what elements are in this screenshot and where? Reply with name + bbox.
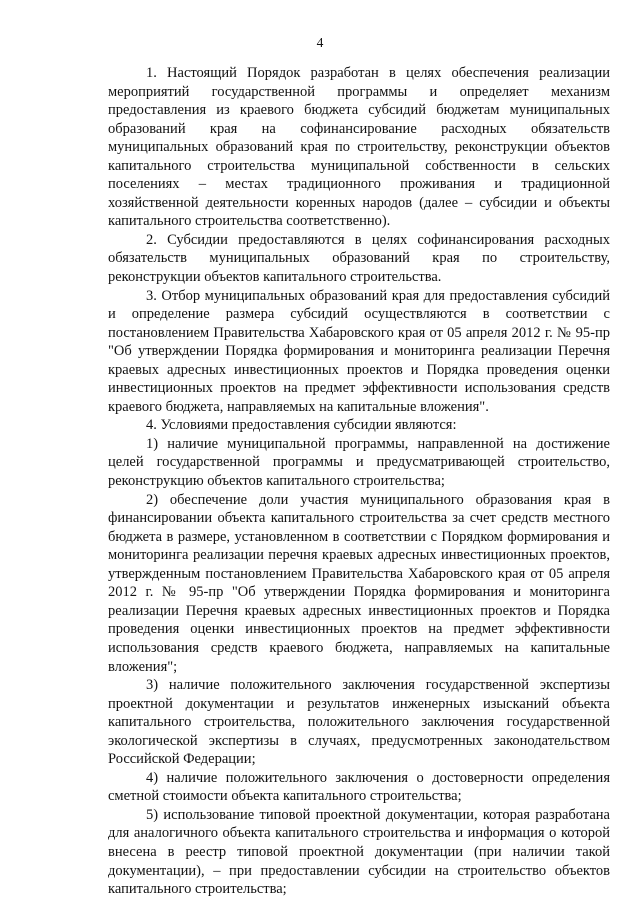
list-item-5: 5) использование типовой проектной документации, которая разработана для аналогичного объекта капитального строительства и информация о которой внесена в реестр типовой проектной документации (при наличии такой документации), – при предоставлении субсидии на строительство объектов капитального строительства; — [108, 806, 610, 898]
list-item-3: 3) наличие положительного заключения государственной экспертизы проектной документации и результатов инженерных изысканий объекта капитального строительства, положительного заключения государственной экологической экспертизы в случаях, предусмотренных законодательством Российской Федерации; — [108, 677, 610, 768]
paragraph-2: 2. Субсидии предоставляются в целях софинансирования расходных обязательств муниципальных образований края по строительству, реконструкции объектов капитального строительства. — [108, 231, 610, 286]
page-number: 4 — [316, 35, 324, 50]
paragraph-1: 1. Настоящий Порядок разработан в целях обеспечения реализации мероприятий государственной программы и определяет механизм предоставления из краевого бюджета субсидий бюджетам муниципальных образований края на софинансирование расходных обязательств муниципальных образований края по строительству, реконструкции объектов капитального строительства муниципальной собственности в сельских поселениях – местах традиционного проживания и традиционной хозяйственной деятельности коренных народов (далее – субсидии и объекты капитального строительства соответственно). — [108, 65, 610, 230]
document-body — [108, 64, 610, 899]
list-item-4: 4) наличие положительного заключения о достоверности определения сметной стоимости объекта капитального строительства; — [108, 769, 610, 805]
paragraph-4: 4. Условиями предоставления субсидии являются: — [146, 417, 457, 434]
paragraph-3: 3. Отбор муниципальных образований края для предоставления субсидий и определение размера субсидий осуществляются в соответствии с постановлением Правительства Хабаровского края от 05 апреля 2012 г. № 95-пр "Об утверждении Порядка формирования и мониторинга реализации Перечня краевых адресных инвестиционных проектов и Порядка проведения оценки инвестиционных проектов на предмет эффективности использования средств краевого бюджета, направляемых на капитальные вложения". — [108, 287, 610, 415]
list-item-2: 2) обеспечение доли участия муниципального образования края в финансировании объекта капитального строительства за счет средств местного бюджета в размере, установленном в соответствии с Порядком формирования и мониторинга реализации перечня краевых адресных инвестиционных проектов, утвержденным постановлением Правительства Хабаровского края от 05 апреля 2012 г. № 95-пр "Об утверждении Порядка формирования и мониторинга реализации Перечня краевых адресных инвестиционных проектов и Порядка проведения оценки инвестиционных проектов на предмет эффективности использования средств краевого бюджета, направляемых на капитальные вложения"; — [108, 491, 610, 675]
list-item-1: 1) наличие муниципальной программы, направленной на достижение целей государственной программы и предусматривающей строительство, реконструкцию объектов капитального строительства; — [108, 435, 610, 490]
